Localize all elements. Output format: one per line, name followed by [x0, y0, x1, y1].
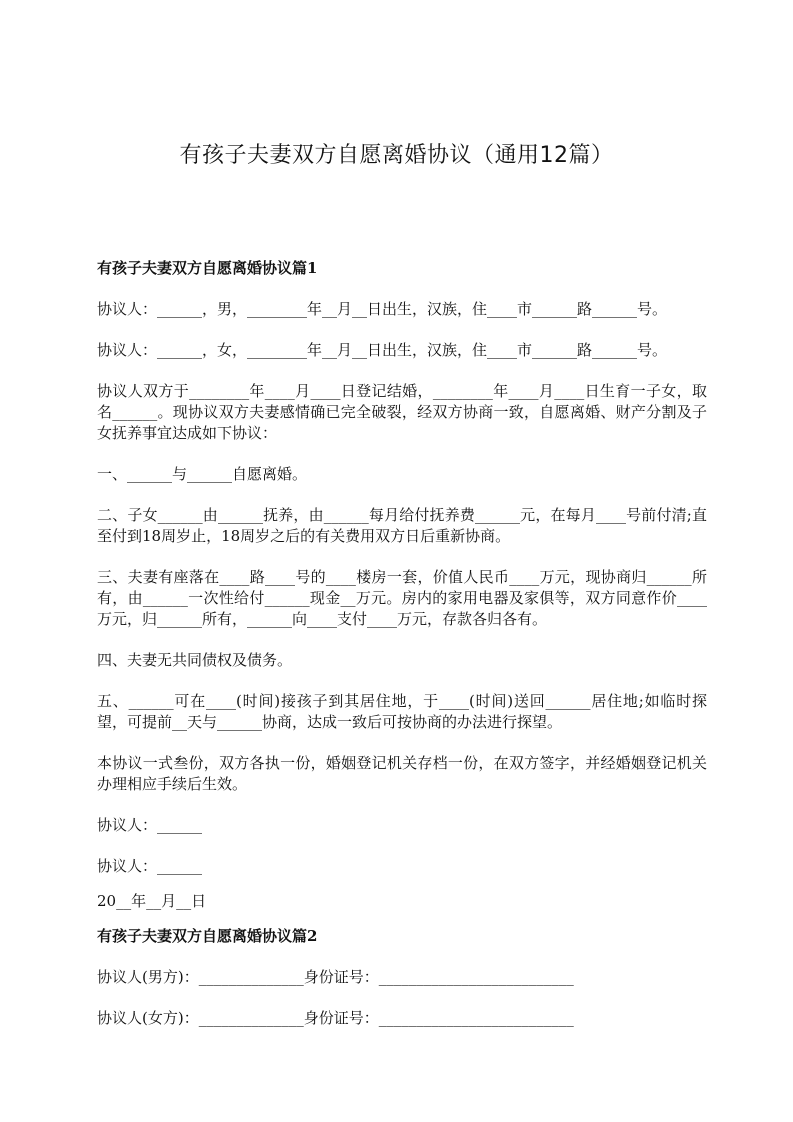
section-1-heading: 有孩子夫妻双方自愿离婚协议篇1: [97, 259, 318, 277]
intro-paragraph: 协议人双方于________年____月____日登记结婚，________年____月____日生育一子女，取名______。现协议双方夫妻感情确已完全破裂，经双方协商一致，自愿离婚、财产分割及子女抚养事宜达成如下协议：: [97, 382, 707, 442]
closing-paragraph: 本协议一式叁份，双方各执一份，婚姻登记机关存档一份，在双方签字，并经婚姻登记机关办理相应手续后生效。: [97, 754, 707, 793]
male-party-line: 协议人(男方)：______________身份证号：__________________________: [97, 968, 574, 986]
clause-3: 三、夫妻有座落在____路____号的____楼房一套，价值人民币____万元，现协商归______所有，由______一次性给付______现金__万元。房内的家用电器及家俱等，双方同意作价____万元，归______所有，______向____支付____万元，存款各归各有。: [97, 568, 707, 628]
clause-5: 五、______可在____(时间)接孩子到其居住地，于____(时间)送回______居住地;如临时探望，可提前__天与______协商，达成一致后可按协商的办法进行探望。: [97, 692, 707, 731]
clause-1: 一、______与______自愿离婚。: [97, 465, 308, 483]
party-2-line: 协议人：______，女，________年__月__日出生，汉族，住____市______路______号。: [97, 341, 668, 359]
signature-line-2: 协议人：______: [97, 857, 203, 875]
party-1-line: 协议人：______，男，________年__月__日出生，汉族，住____市______路______号。: [97, 300, 668, 318]
document-body: [97, 258, 707, 1029]
document-title: 有孩子夫妻双方自愿离婚协议（通用12篇）: [179, 143, 614, 168]
section-2-heading: 有孩子夫妻双方自愿离婚协议篇2: [97, 927, 318, 945]
signature-line-1: 协议人：______: [97, 816, 203, 834]
female-party-line: 协议人(女方)：______________身份证号：__________________________: [97, 1009, 574, 1027]
clause-4: 四、夫妻无共同债权及债务。: [97, 651, 293, 669]
clause-2: 二、子女______由______抚养，由______每月给付抚养费______元，在每月____号前付清;直至付到18周岁止，18周岁之后的有关费用双方日后重新协商。: [97, 506, 707, 545]
date-line: 20__年__月__日: [97, 892, 207, 910]
